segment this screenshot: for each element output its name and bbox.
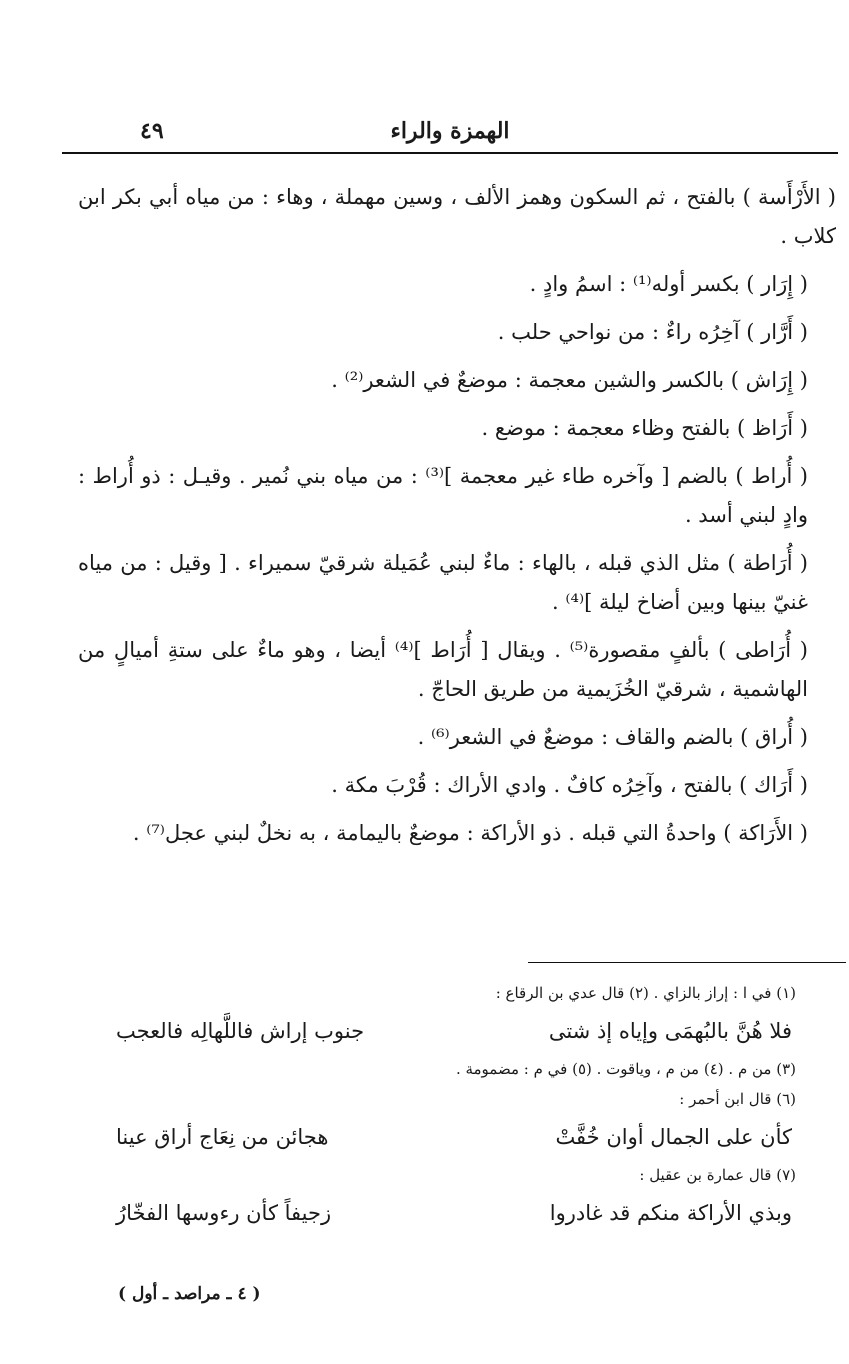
verse-hemistich-2: هجائن من نِعَاج أراق عينا bbox=[116, 1125, 329, 1149]
running-title: الهمزة والراء bbox=[390, 118, 510, 144]
verse-hemistich-2: جنوب إراش فاللَّهالِه فالعجب bbox=[116, 1019, 365, 1043]
verse-hemistich-1: فلا هُنَّ بالبُهمَى وإياه إذ شتى bbox=[548, 1019, 792, 1043]
page-number: ٤٩ bbox=[140, 118, 164, 144]
entry-uraq: ( أُراق ) بالضم والقاف : موضعٌ في الشعر⁽⁶⁾ . bbox=[417, 725, 808, 749]
entry-irash: ( إِرَاش ) بالكسر والشين معجمة : موضعٌ في الشعر⁽²⁾ . bbox=[331, 368, 808, 392]
footnote-3-4-5: (٣) من م . (٤) من م ، وياقوت . (٥) في م : مضمومة . bbox=[455, 1060, 796, 1078]
verse-footnote-7 bbox=[96, 1190, 796, 1236]
verse-hemistich-1: وبذي الأراكة منكم قد غادروا bbox=[549, 1201, 792, 1225]
entry-urat: ( أُراط ) بالضم [ وآخره طاء غير معجمة ]⁽³⁾ : من مياه بني نُمير . وقيـل : ذو أُراط : وادٍ لبني أسد . bbox=[78, 464, 808, 527]
printer-signature: ( ٤ ـ مراصد ـ أول ) bbox=[118, 1284, 261, 1304]
footnote-1-2: (١) في ا : إراز بالزاي . (٢) قال عدي بن الرقاع : bbox=[495, 984, 796, 1002]
verse-hemistich-2: زجيفاً كأن رءوسها الفخّارُ bbox=[116, 1201, 332, 1225]
footnote-divider bbox=[528, 962, 846, 963]
entry-arak: ( أَرَاك ) بالفتح ، وآخِرُه كافٌ . وادي الأراك : قُرْبَ مكة . bbox=[331, 773, 808, 797]
entry-irar: ( إِرَار ) بكسر أوله⁽¹⁾ : اسمُ وادٍ . bbox=[529, 272, 808, 296]
entry-arrar: ( أَرَّار ) آخِرُه راءٌ : من نواحي حلب . bbox=[497, 320, 808, 344]
verse-hemistich-1: كأن على الجمال أوان خُفَّتْ bbox=[555, 1125, 792, 1149]
dictionary-entries bbox=[78, 178, 836, 862]
verse-footnote-6 bbox=[96, 1114, 796, 1160]
page-header bbox=[62, 112, 838, 154]
footnote-6: (٦) قال ابن أحمر : bbox=[679, 1090, 796, 1108]
verse-footnote-2 bbox=[96, 1008, 796, 1054]
footnote-7: (٧) قال عمارة بن عقيل : bbox=[639, 1166, 796, 1184]
footnotes bbox=[96, 978, 796, 1236]
entry-alaraka: ( الأَرَاكة ) واحدةُ التي قبله . ذو الأراكة : موضعٌ باليمامة ، به نخلٌ لبني عجل⁽⁷⁾ . bbox=[132, 821, 808, 845]
entry-urata-maqsura: ( أُرَاطى ) بألفٍ مقصورة⁽⁵⁾ . ويقال [ أُرَاط ]⁽⁴⁾ أيضا ، وهو ماءٌ على ستةِ أميالٍ من الهاشمية ، شرقيّ الخُزَيمية من طريق الحاجّ . bbox=[78, 638, 808, 701]
entry-urata: ( أُرَاطة ) مثل الذي قبله ، بالهاء : ماءٌ لبني عُمَيلة شرقيّ سميراء . [ وقيل : من مياه غنيّ بينها وبين أضاخ ليلة ]⁽⁴⁾ . bbox=[78, 551, 808, 614]
entry-alarasa: ( الأَرْأَسة ) بالفتح ، ثم السكون وهمز الألف ، وسين مهملة ، وهاء : من مياه أبي بكر ابن كلاب . bbox=[78, 185, 836, 248]
entry-araz: ( أَرَاظ ) بالفتح وظاء معجمة : موضع . bbox=[481, 416, 808, 440]
